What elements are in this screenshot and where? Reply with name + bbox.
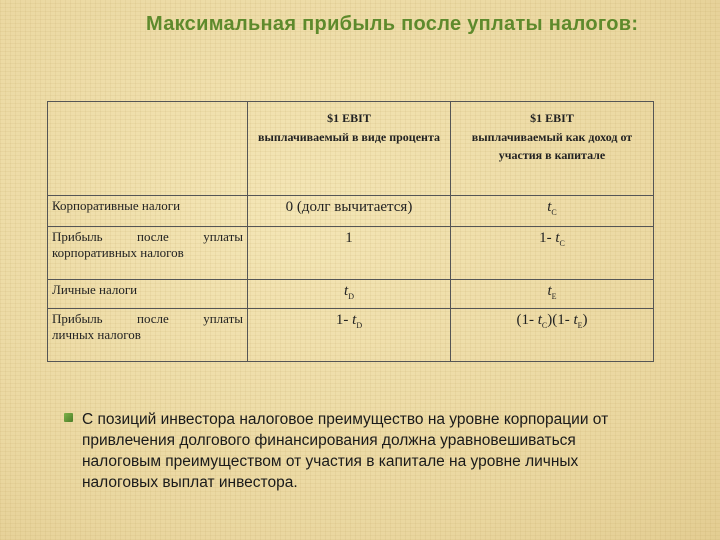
var-t: t xyxy=(547,199,552,215)
table-row xyxy=(48,196,654,227)
label-line-1: Прибыль после уплаты xyxy=(52,311,243,326)
bullet-item xyxy=(64,409,654,493)
header-equity-subtitle: выплачиваемый как доход от участия в капитале xyxy=(471,130,633,162)
tax-comparison-table xyxy=(47,101,654,362)
header-equity-cell xyxy=(451,102,654,196)
label-line-1: Прибыль после уплаты xyxy=(52,229,243,244)
var-t: t xyxy=(537,312,542,328)
header-interest-subtitle: выплачиваемый в виде процента xyxy=(257,130,440,144)
var-t: t xyxy=(344,283,349,299)
label-line-2: личных налогов xyxy=(52,327,141,342)
var-t: t xyxy=(555,230,560,246)
table-header-row xyxy=(48,102,654,196)
row-label-after-corporate xyxy=(48,227,248,280)
var-t: t xyxy=(573,312,578,328)
var-t: t xyxy=(547,283,552,299)
sub-c: C xyxy=(541,321,548,330)
paren-open: (1- xyxy=(516,312,538,328)
cell-after-personal-debt xyxy=(248,309,451,362)
header-interest-title: $1 EBIT xyxy=(327,111,371,125)
label-line-2: корпоративных налогов xyxy=(52,245,184,260)
cell-corporate-taxes-debt: 0 (долг вычитается) xyxy=(248,196,451,227)
cell-personal-taxes-debt xyxy=(248,280,451,309)
row-label-corporate-taxes: Корпоративные налоги xyxy=(48,196,248,227)
cell-after-personal-equity xyxy=(451,309,654,362)
sub-e: E xyxy=(577,321,583,330)
sub-c: C xyxy=(551,208,557,217)
paren-close: ) xyxy=(582,312,588,328)
table-row xyxy=(48,309,654,362)
row-label-personal-taxes: Личные налоги xyxy=(48,280,248,309)
table-row xyxy=(48,227,654,280)
cell-after-corporate-debt: 1 xyxy=(248,227,451,280)
cell-after-corporate-equity xyxy=(451,227,654,280)
slide-title: Максимальная прибыль после уплаты налогов: xyxy=(146,13,639,35)
paren-mid: )(1- xyxy=(547,312,574,328)
sub-d: D xyxy=(348,292,354,301)
prefix: 1- xyxy=(539,230,556,246)
header-interest-cell xyxy=(248,102,451,196)
bullet-text: С позиций инвестора налоговое преимущество на уровне корпорации от привлечения долгового финансирования должна уравновешиваться налоговым преимуществом от участия в капитале на уровне личных налоговых выплат инвестора. xyxy=(82,411,609,491)
cell-personal-taxes-equity xyxy=(451,280,654,309)
sub-c: C xyxy=(559,239,565,248)
sub-e: E xyxy=(551,292,557,301)
sub-d: D xyxy=(356,321,363,330)
row-label-after-personal xyxy=(48,309,248,362)
bullet-square-icon xyxy=(64,413,73,422)
header-empty-cell xyxy=(48,102,248,196)
header-equity-title: $1 EBIT xyxy=(530,111,574,125)
var-t: t xyxy=(352,312,357,328)
cell-corporate-taxes-equity xyxy=(451,196,654,227)
table-row xyxy=(48,280,654,309)
prefix: 1- xyxy=(335,312,353,328)
